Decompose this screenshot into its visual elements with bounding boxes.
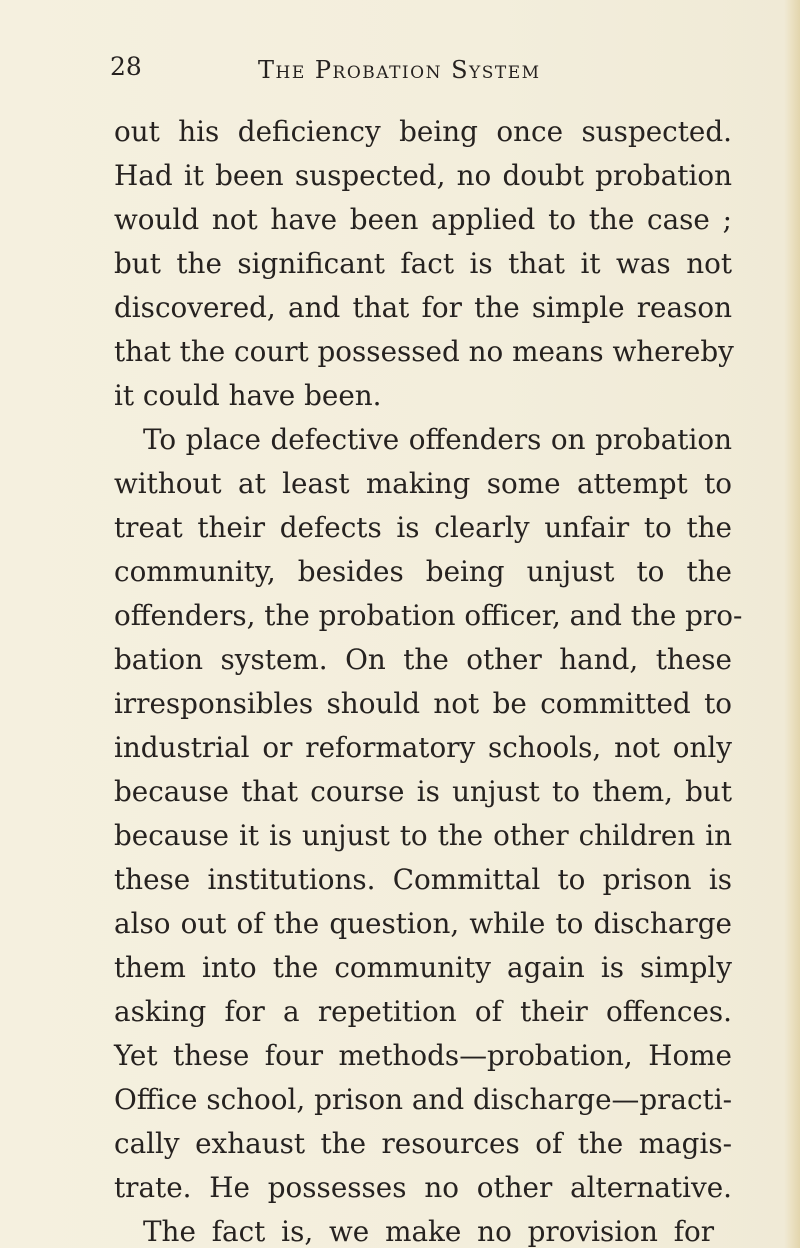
text-line: The fact is, we make no provision for (143, 1215, 714, 1248)
text-line: To place defective offenders on probation (143, 423, 732, 456)
text-line: industrial or reformatory schools, not only (114, 731, 732, 764)
text-line: asking for a repetition of their offences. (114, 995, 732, 1028)
text-line: Yet these four methods—probation, Home (114, 1039, 732, 1072)
text-line: would not have been applied to the case ; (114, 203, 732, 236)
text-line: without at least making some attempt to (114, 467, 732, 500)
text-line: that the court possessed no means whereby (114, 335, 734, 368)
text-line: them into the community again is simply (114, 951, 732, 984)
running-title: The Probation System (258, 56, 541, 84)
text-line: community, besides being unjust to the (114, 555, 732, 588)
text-line: Had it been suspected, no doubt probation (114, 159, 732, 192)
text-line: these institutions. Committal to prison is (114, 863, 732, 896)
text-line: irresponsibles should not be committed to (114, 687, 732, 720)
text-line: out his deficiency being once suspected. (114, 115, 732, 148)
text-line: cally exhaust the resources of the magis- (114, 1127, 732, 1160)
text-line: trate. He possesses no other alternative. (114, 1171, 732, 1204)
text-line: because it is unjust to the other children in (114, 819, 732, 852)
text-line: because that course is unjust to them, but (114, 775, 732, 808)
text-line: it could have been. (114, 379, 382, 412)
page-edge-shadow (784, 0, 800, 1248)
text-line: discovered, and that for the simple reason (114, 291, 732, 324)
text-line: offenders, the probation officer, and the pro- (114, 599, 743, 632)
text-line: treat their defects is clearly unfair to the (114, 511, 732, 544)
text-line: but the significant fact is that it was not (114, 247, 732, 280)
text-line: bation system. On the other hand, these (114, 643, 732, 676)
page-number: 28 (110, 52, 142, 81)
text-line: Office school, prison and discharge—practi- (114, 1083, 732, 1116)
text-line: also out of the question, while to discharge (114, 907, 732, 940)
